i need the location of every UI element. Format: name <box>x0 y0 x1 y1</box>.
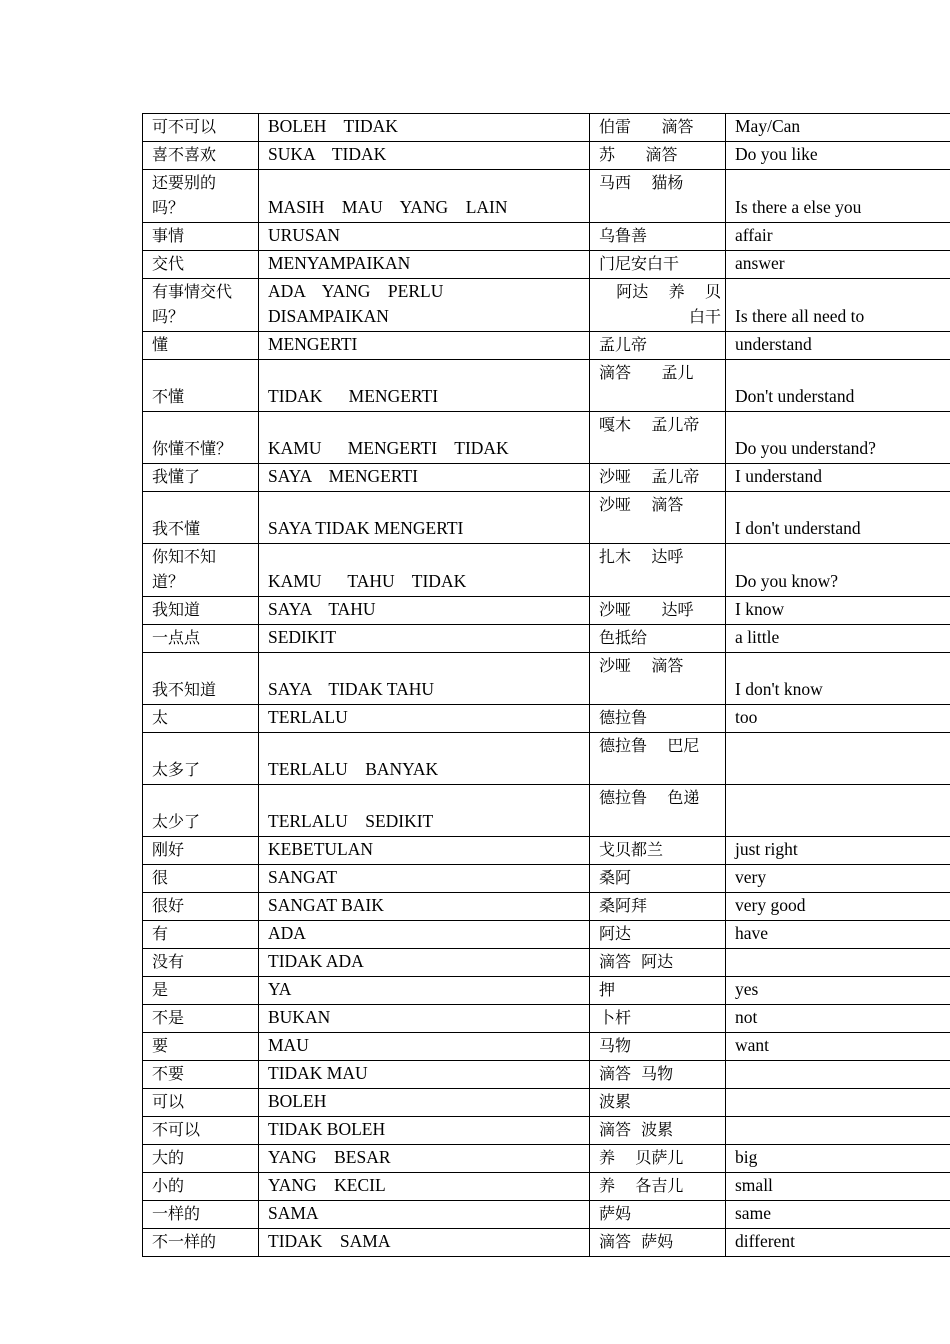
english-cell: not <box>726 1005 950 1033</box>
table-row <box>143 1173 950 1201</box>
english-cell: a little <box>726 625 950 653</box>
english-cell: small <box>726 1173 950 1201</box>
english-cell <box>726 949 950 977</box>
chinese-cell: 太多了 <box>143 733 259 785</box>
chinese-cell: 不懂 <box>143 360 259 412</box>
pronunciation-cell: 波累 <box>590 1089 726 1117</box>
malay-cell: TIDAK MAU <box>259 1061 590 1089</box>
table-row <box>143 1145 950 1173</box>
table-row <box>143 865 950 893</box>
pronunciation-cell: 嘎木 孟儿帝 <box>590 412 726 464</box>
pronunciation-cell: 滴答 波累 <box>590 1117 726 1145</box>
pronunciation-cell: 扎木 达呼 <box>590 544 726 597</box>
table-row <box>143 544 950 597</box>
pronunciation-cell: 押 <box>590 977 726 1005</box>
chinese-cell: 小的 <box>143 1173 259 1201</box>
table-row <box>143 332 950 360</box>
malay-cell: BOLEH TIDAK <box>259 114 590 142</box>
chinese-cell: 很 <box>143 865 259 893</box>
chinese-cell: 有事情交代 吗？ <box>143 279 259 332</box>
chinese-cell: 太 <box>143 705 259 733</box>
malay-cell: TIDAK ADA <box>259 949 590 977</box>
pronunciation-cell: 卜杆 <box>590 1005 726 1033</box>
english-cell: Do you know? <box>726 544 950 597</box>
table-row <box>143 1061 950 1089</box>
chinese-cell: 我知道 <box>143 597 259 625</box>
english-cell: May/Can <box>726 114 950 142</box>
chinese-cell: 有 <box>143 921 259 949</box>
pronunciation-cell: 滴答 萨妈 <box>590 1229 726 1257</box>
pronunciation-cell: 沙哑 滴答 <box>590 653 726 705</box>
pronunciation-cell: 沙哑 孟儿帝 <box>590 464 726 492</box>
pronunciation-cell: 乌鲁善 <box>590 223 726 251</box>
malay-cell: MAU <box>259 1033 590 1061</box>
vocabulary-sheet <box>142 113 950 1257</box>
pronunciation-cell: 沙哑 达呼 <box>590 597 726 625</box>
malay-cell: BOLEH <box>259 1089 590 1117</box>
malay-cell: YA <box>259 977 590 1005</box>
table-row <box>143 412 950 464</box>
table-row <box>143 837 950 865</box>
malay-cell: TERLALU <box>259 705 590 733</box>
table-row <box>143 279 950 332</box>
chinese-cell: 事情 <box>143 223 259 251</box>
pronunciation-cell: 沙哑 滴答 <box>590 492 726 544</box>
chinese-cell: 不是 <box>143 1005 259 1033</box>
chinese-cell: 要 <box>143 1033 259 1061</box>
table-row <box>143 597 950 625</box>
pronunciation-cell: 德拉鲁 巴尼 <box>590 733 726 785</box>
pronunciation-cell: 色抵给 <box>590 625 726 653</box>
pronunciation-cell: 养 贝萨儿 <box>590 1145 726 1173</box>
table-row <box>143 223 950 251</box>
pronunciation-cell: 马物 <box>590 1033 726 1061</box>
table-row <box>143 625 950 653</box>
malay-cell: SANGAT <box>259 865 590 893</box>
malay-cell: MENGERTI <box>259 332 590 360</box>
english-cell: Do you like <box>726 142 950 170</box>
chinese-cell: 交代 <box>143 251 259 279</box>
table-row <box>143 1033 950 1061</box>
english-cell: have <box>726 921 950 949</box>
table-row <box>143 893 950 921</box>
table-row <box>143 1201 950 1229</box>
table-row <box>143 464 950 492</box>
pronunciation-cell: 马西 猫杨 <box>590 170 726 223</box>
pronunciation-cell: 门尼安白干 <box>590 251 726 279</box>
english-cell: I know <box>726 597 950 625</box>
malay-cell: SAYA TIDAK TAHU <box>259 653 590 705</box>
chinese-cell: 不要 <box>143 1061 259 1089</box>
english-cell <box>726 733 950 785</box>
table-row <box>143 492 950 544</box>
chinese-cell: 一点点 <box>143 625 259 653</box>
english-cell: Do you understand? <box>726 412 950 464</box>
malay-cell: MENYAMPAIKAN <box>259 251 590 279</box>
english-cell: different <box>726 1229 950 1257</box>
chinese-cell: 是 <box>143 977 259 1005</box>
english-cell <box>726 785 950 837</box>
chinese-cell: 没有 <box>143 949 259 977</box>
table-row <box>143 949 950 977</box>
table-row <box>143 360 950 412</box>
malay-cell: KAMU TAHU TIDAK <box>259 544 590 597</box>
english-cell: want <box>726 1033 950 1061</box>
pronunciation-cell: 滴答 马物 <box>590 1061 726 1089</box>
malay-cell: SAYA TIDAK MENGERTI <box>259 492 590 544</box>
english-cell: Is there a else you <box>726 170 950 223</box>
english-cell: same <box>726 1201 950 1229</box>
malay-cell: BUKAN <box>259 1005 590 1033</box>
pronunciation-cell: 养 各吉儿 <box>590 1173 726 1201</box>
english-cell: I don't know <box>726 653 950 705</box>
pronunciation-cell: 阿达 <box>590 921 726 949</box>
table-row <box>143 251 950 279</box>
chinese-cell: 喜不喜欢 <box>143 142 259 170</box>
english-cell: understand <box>726 332 950 360</box>
chinese-cell: 一样的 <box>143 1201 259 1229</box>
chinese-cell: 可以 <box>143 1089 259 1117</box>
english-cell: very <box>726 865 950 893</box>
table-row <box>143 170 950 223</box>
chinese-cell: 大的 <box>143 1145 259 1173</box>
malay-cell: KEBETULAN <box>259 837 590 865</box>
english-cell <box>726 1117 950 1145</box>
malay-cell: TIDAK SAMA <box>259 1229 590 1257</box>
english-cell: too <box>726 705 950 733</box>
pronunciation-cell: 孟儿帝 <box>590 332 726 360</box>
chinese-cell: 我懂了 <box>143 464 259 492</box>
pronunciation-cell: 德拉鲁 色递 <box>590 785 726 837</box>
pronunciation-cell: 桑阿 <box>590 865 726 893</box>
table-row <box>143 1089 950 1117</box>
table-row <box>143 1117 950 1145</box>
chinese-cell: 不可以 <box>143 1117 259 1145</box>
table-row <box>143 653 950 705</box>
chinese-cell: 不一样的 <box>143 1229 259 1257</box>
english-cell: Is there all need to <box>726 279 950 332</box>
malay-cell: TERLALU SEDIKIT <box>259 785 590 837</box>
pronunciation-cell: 桑阿拜 <box>590 893 726 921</box>
chinese-cell: 刚好 <box>143 837 259 865</box>
chinese-cell: 你懂不懂？ <box>143 412 259 464</box>
table-row <box>143 785 950 837</box>
english-cell: I don't understand <box>726 492 950 544</box>
chinese-cell: 还要别的 吗？ <box>143 170 259 223</box>
malay-cell: SAYA MENGERTI <box>259 464 590 492</box>
malay-cell: URUSAN <box>259 223 590 251</box>
english-cell: affair <box>726 223 950 251</box>
english-cell: big <box>726 1145 950 1173</box>
english-cell: very good <box>726 893 950 921</box>
vocabulary-table <box>142 113 950 1257</box>
english-cell: answer <box>726 251 950 279</box>
malay-cell: MASIH MAU YANG LAIN <box>259 170 590 223</box>
chinese-cell: 懂 <box>143 332 259 360</box>
malay-cell: SAMA <box>259 1201 590 1229</box>
pronunciation-cell: 滴答 孟儿 <box>590 360 726 412</box>
chinese-cell: 你知不知 道？ <box>143 544 259 597</box>
malay-cell: TIDAK MENGERTI <box>259 360 590 412</box>
malay-cell: KAMU MENGERTI TIDAK <box>259 412 590 464</box>
chinese-cell: 我不知道 <box>143 653 259 705</box>
table-row <box>143 705 950 733</box>
english-cell: yes <box>726 977 950 1005</box>
malay-cell: YANG BESAR <box>259 1145 590 1173</box>
chinese-cell: 可不可以 <box>143 114 259 142</box>
pronunciation-cell: 戈贝都兰 <box>590 837 726 865</box>
table-row <box>143 977 950 1005</box>
pronunciation-cell: 德拉鲁 <box>590 705 726 733</box>
malay-cell: SANGAT BAIK <box>259 893 590 921</box>
english-cell <box>726 1061 950 1089</box>
english-cell: Don't understand <box>726 360 950 412</box>
malay-cell: TERLALU BANYAK <box>259 733 590 785</box>
pronunciation-cell: 苏 滴答 <box>590 142 726 170</box>
malay-cell: SAYA TAHU <box>259 597 590 625</box>
malay-cell: TIDAK BOLEH <box>259 1117 590 1145</box>
malay-cell: ADA <box>259 921 590 949</box>
malay-cell: SEDIKIT <box>259 625 590 653</box>
pronunciation-cell: 伯雷 滴答 <box>590 114 726 142</box>
chinese-cell: 很好 <box>143 893 259 921</box>
table-row <box>143 1005 950 1033</box>
pronunciation-cell: 阿达 养 贝 白干 <box>590 279 726 332</box>
pronunciation-cell: 萨妈 <box>590 1201 726 1229</box>
malay-cell: SUKA TIDAK <box>259 142 590 170</box>
table-row <box>143 1229 950 1257</box>
chinese-cell: 太少了 <box>143 785 259 837</box>
table-row <box>143 733 950 785</box>
table-row <box>143 114 950 142</box>
english-cell <box>726 1089 950 1117</box>
malay-cell: YANG KECIL <box>259 1173 590 1201</box>
english-cell: just right <box>726 837 950 865</box>
english-cell: I understand <box>726 464 950 492</box>
pronunciation-cell: 滴答 阿达 <box>590 949 726 977</box>
table-row <box>143 142 950 170</box>
malay-cell: ADA YANG PERLU DISAMPAIKAN <box>259 279 590 332</box>
table-row <box>143 921 950 949</box>
chinese-cell: 我不懂 <box>143 492 259 544</box>
